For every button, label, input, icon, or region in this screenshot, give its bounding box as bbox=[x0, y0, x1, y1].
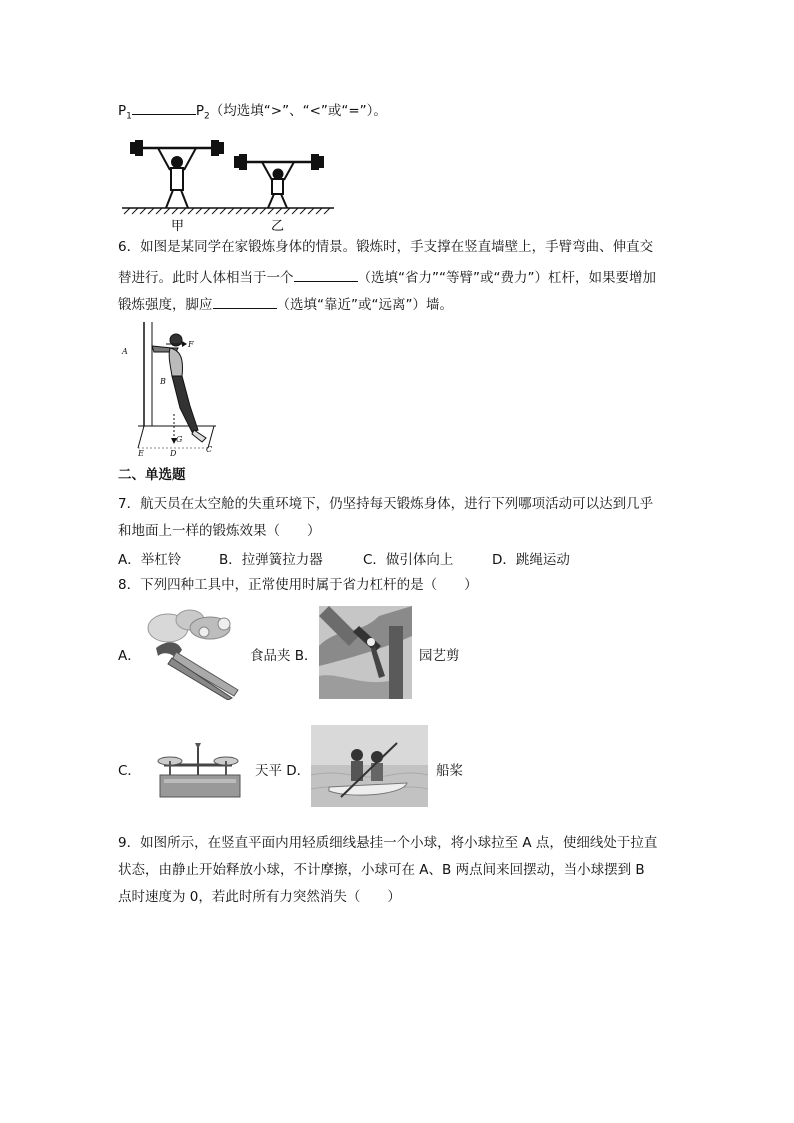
q8-option-a-name[interactable]: 食品夹 B． bbox=[250, 648, 318, 664]
label-F: F bbox=[188, 340, 194, 349]
q7-option-c[interactable]: C．做引体向上 bbox=[363, 552, 454, 568]
q7-line-1: 7．航天员在太空舱的失重环境下，仍坚持每天锻炼身体，进行下列哪项活动可以达到几乎 bbox=[118, 496, 654, 512]
q6-line-3 bbox=[118, 294, 453, 315]
q6-line-2 bbox=[118, 267, 656, 288]
q9-line-1: 9．如图所示，在竖直平面内用轻质细线悬挂一个小球，将小球拉至 A 点，使细线处于拉直 bbox=[118, 835, 658, 851]
lifter-yi bbox=[235, 155, 323, 208]
label-D: D bbox=[170, 449, 177, 458]
q7-option-d[interactable]: D．跳绳运动 bbox=[492, 552, 570, 568]
q8-stem: 8．下列四种工具中，正常使用时属于省力杠杆的是（ ） bbox=[118, 577, 478, 593]
q5-answer-line bbox=[118, 100, 387, 127]
p1-symbol: $P_1$ bbox=[118, 103, 132, 122]
label-yi: 乙 bbox=[271, 219, 285, 234]
lifter-jia bbox=[131, 141, 223, 208]
q6-blank-2[interactable] bbox=[213, 294, 277, 309]
q8-option-c-name[interactable]: 天平 D． bbox=[255, 763, 311, 779]
q6-line-2a: 替进行。此时人体相当于一个 bbox=[118, 270, 294, 286]
q6-line-1: 6．如图是某同学在家锻炼身体的情景。锻炼时，手支撑在竖直墙壁上，手臂弯曲、伸直交 bbox=[118, 239, 654, 255]
q8-option-b-name[interactable]: 园艺剪 bbox=[419, 648, 460, 664]
q7-option-a[interactable]: A．举杠铃 bbox=[118, 552, 182, 568]
balance-scale-image bbox=[150, 737, 246, 801]
label-G: G bbox=[176, 435, 183, 444]
weightlifting-figure bbox=[118, 134, 338, 234]
section-heading: 二、单选题 bbox=[118, 467, 186, 483]
paddle-boat-image bbox=[311, 725, 428, 807]
q9-line-2: 状态，由静止开始释放小球，不计摩擦，小球可在 A、B 两点间来回摆动，当小球摆到 B bbox=[118, 862, 645, 878]
q6-line-3a: 锻炼强度，脚应 bbox=[118, 297, 213, 313]
q6-line-2b: （选填“省力”“等臂”或“费力”）杠杆，如果要增加 bbox=[357, 270, 656, 286]
label-B: B bbox=[160, 377, 166, 386]
q6-blank-1[interactable] bbox=[294, 267, 358, 282]
q5-blank[interactable] bbox=[132, 100, 196, 115]
garden-shears-image bbox=[319, 606, 412, 699]
q7-option-b[interactable]: B．拉弹簧拉力器 bbox=[219, 552, 323, 568]
p2-symbol: $P_2$ bbox=[195, 103, 210, 122]
label-jia: 甲 bbox=[171, 219, 185, 234]
label-C: C bbox=[206, 445, 213, 454]
q5-hint: （均选填“>”、“<”或“=”）。 bbox=[209, 103, 387, 119]
q7-line-2: 和地面上一样的锻炼效果（ ） bbox=[118, 523, 321, 539]
label-A: A bbox=[122, 347, 128, 356]
label-E: E bbox=[138, 449, 144, 458]
q8-option-d-name[interactable]: 船桨 bbox=[436, 763, 463, 779]
q6-line-3b: （选填“靠近”或“远离”）墙。 bbox=[276, 297, 453, 313]
q8-option-a-prefix[interactable]: A． bbox=[118, 648, 141, 664]
food-tongs-image bbox=[146, 606, 246, 700]
q8-option-c-prefix[interactable]: C． bbox=[118, 763, 141, 779]
wall-pushup-figure bbox=[118, 318, 218, 458]
q9-line-3: 点时速度为 0，若此时所有力突然消失（ ） bbox=[118, 889, 401, 905]
